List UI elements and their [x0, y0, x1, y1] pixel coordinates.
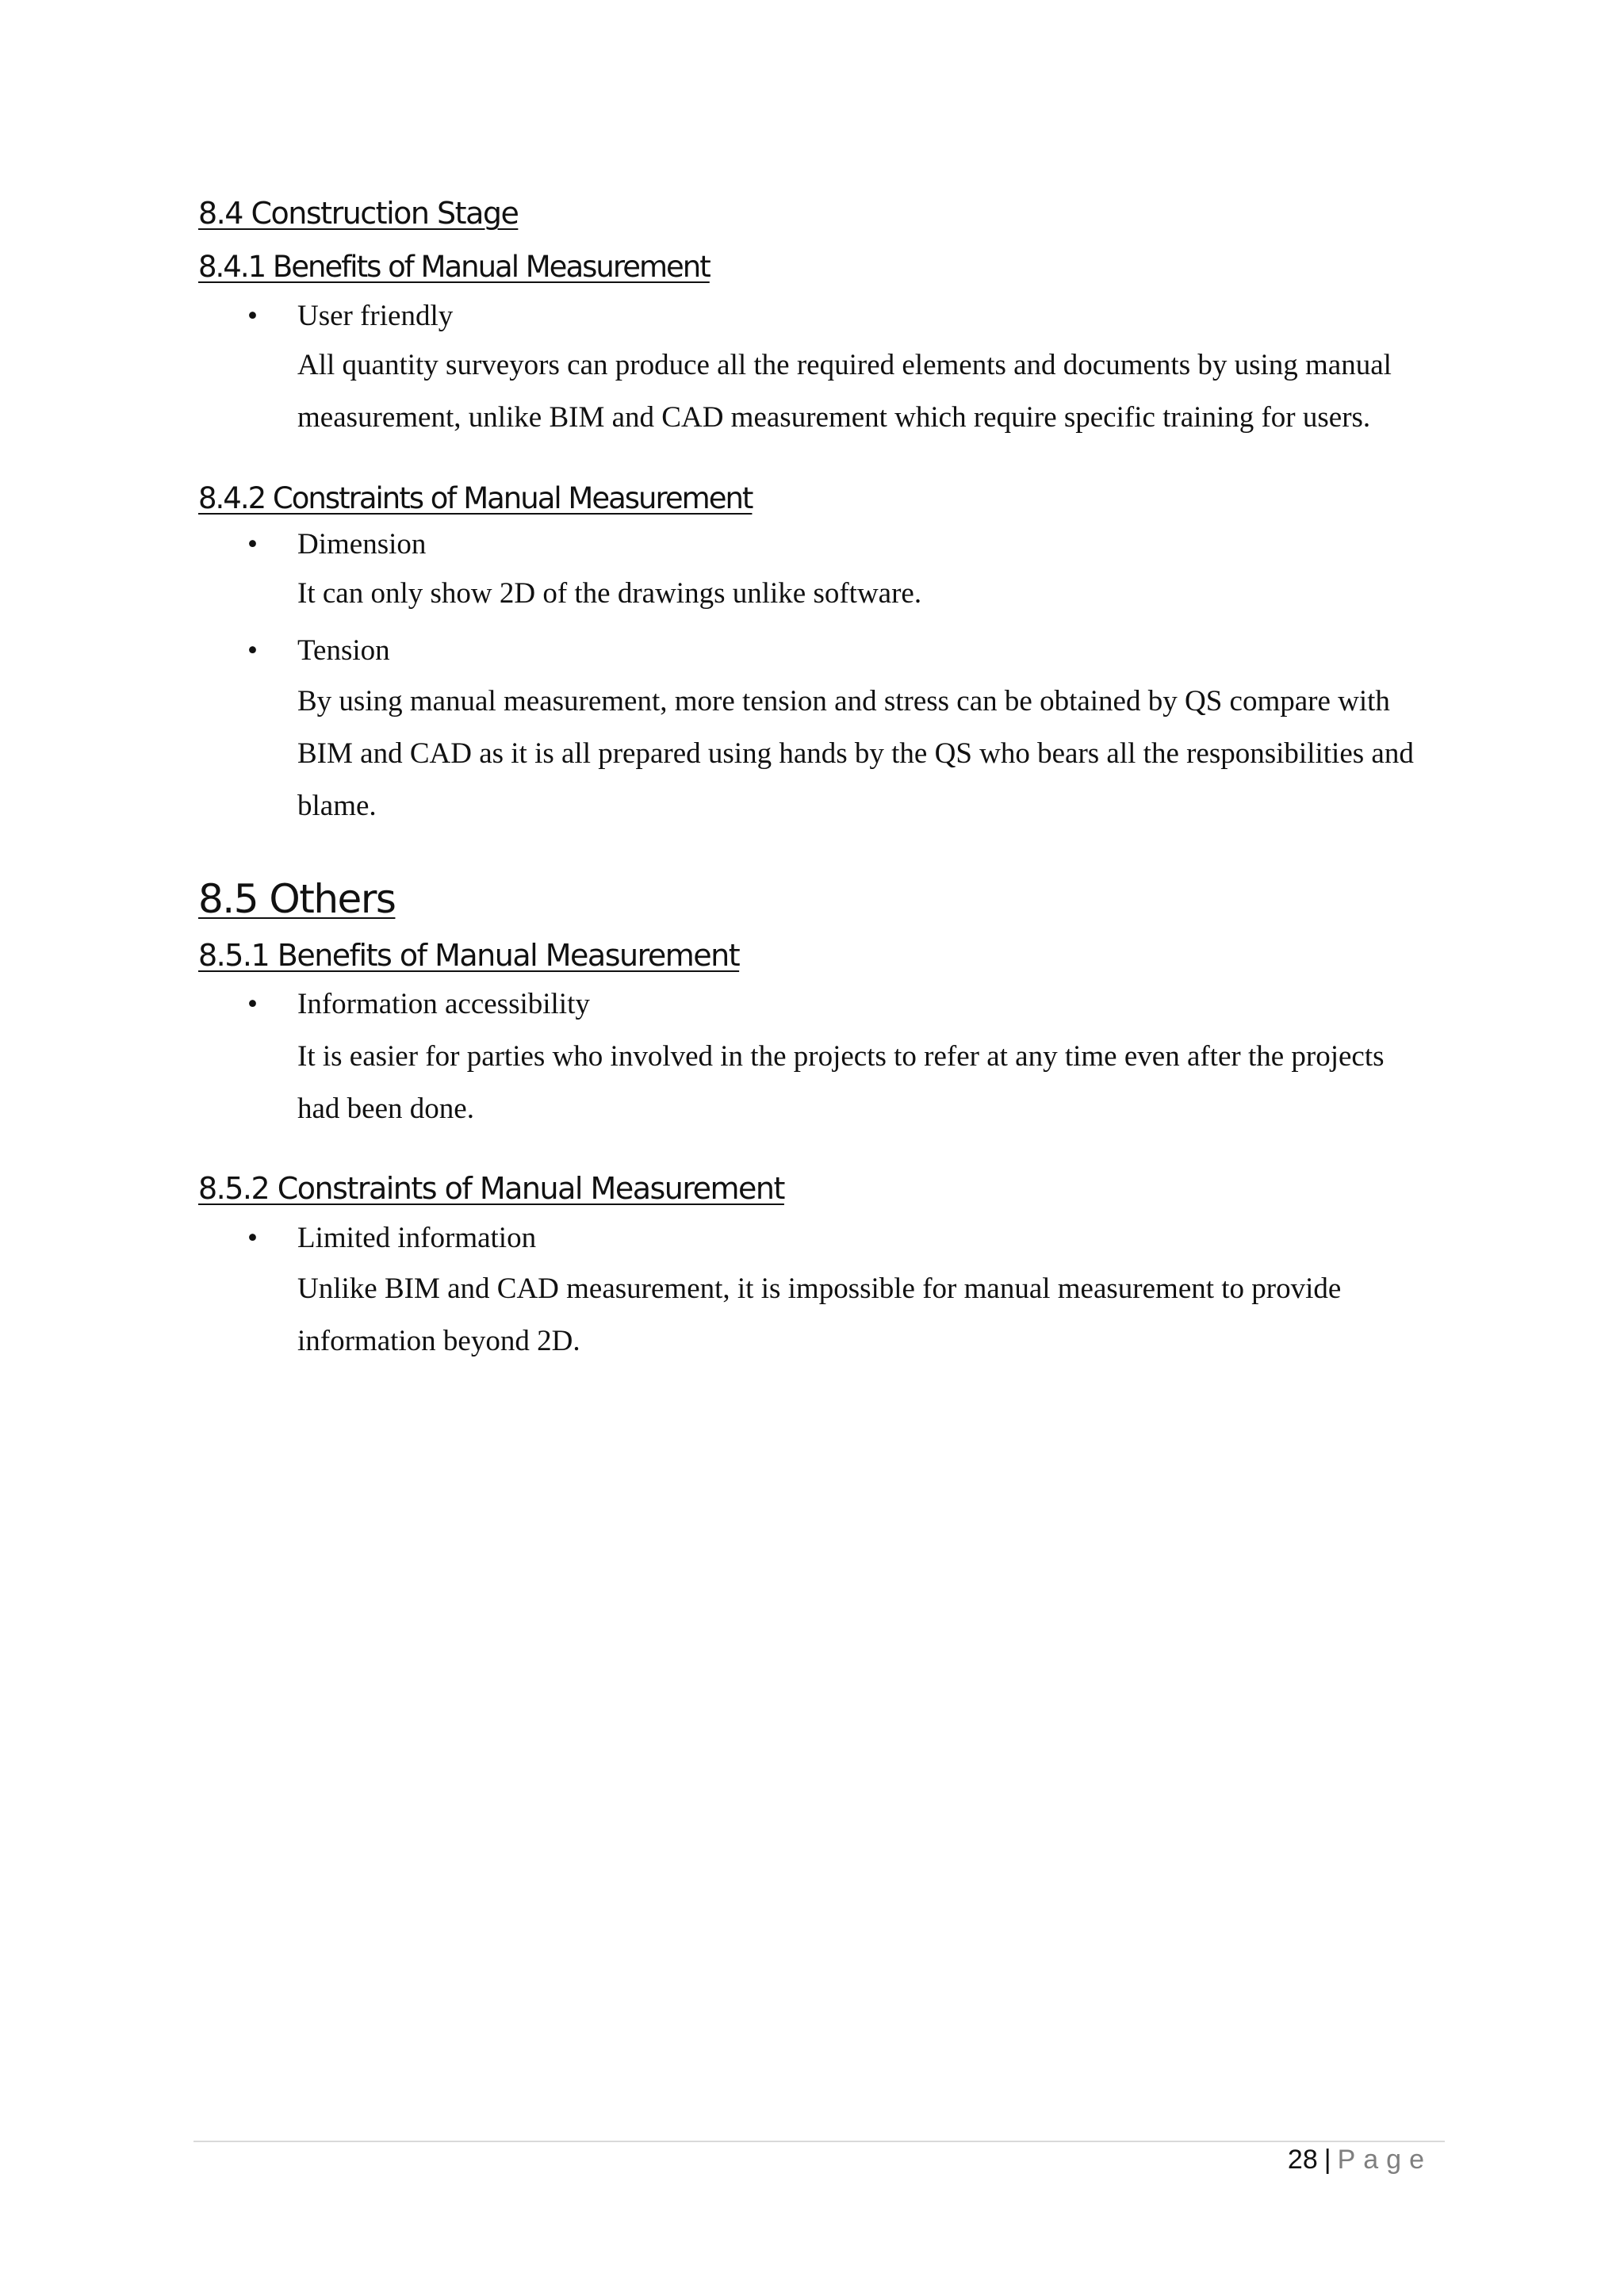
bullet-icon: • — [247, 300, 258, 332]
list-item-label: Tension — [297, 634, 390, 667]
list-item-label: Limited information — [297, 1222, 537, 1254]
list-item-description: By using manual measurement, more tension and stress can be obtained by QS compare with BIM and CAD as it is all prepared using hands by the QS who bears all the responsibilities and blame. — [297, 685, 1414, 822]
subsection-heading-8-4-1: 8.4.1 Benefits of Manual Measurement — [198, 250, 710, 284]
page-label: Page — [1337, 2145, 1432, 2175]
bullet-icon: • — [247, 1222, 258, 1254]
page-number: 28 — [1287, 2145, 1318, 2175]
subsection-heading-8-4-2: 8.4.2 Constraints of Manual Measurement — [198, 481, 753, 515]
bullet-icon: • — [247, 988, 258, 1020]
list-item-label: User friendly — [297, 300, 454, 332]
list-item-description: It can only show 2D of the drawings unlike software. — [297, 577, 922, 610]
list-item-description: It is easier for parties who involved in the projects to refer at any time even after the projects had been done. — [297, 1040, 1385, 1125]
footer-separator: | — [1323, 2145, 1331, 2175]
list-item-label: Information accessibility — [297, 988, 590, 1020]
list-item-description: All quantity surveyors can produce all the required elements and documents by using manual measurement, unlike BIM and CAD measurement which require specific training for users. — [297, 349, 1392, 434]
section-heading-8-4: 8.4 Construction Stage — [198, 196, 519, 231]
list-item-label: Dimension — [297, 528, 427, 561]
footer-divider — [193, 2141, 1445, 2142]
subsection-heading-8-5-2: 8.5.2 Constraints of Manual Measurement — [198, 1171, 784, 1206]
subsection-heading-8-5-1: 8.5.1 Benefits of Manual Measurement — [198, 938, 740, 973]
list-item-description: Unlike BIM and CAD measurement, it is impossible for manual measurement to provide information beyond 2D. — [297, 1272, 1342, 1357]
bullet-icon: • — [247, 634, 258, 667]
page-footer — [1288, 2144, 1432, 2175]
bullet-icon: • — [247, 528, 258, 561]
section-heading-8-5: 8.5 Others — [198, 876, 396, 922]
